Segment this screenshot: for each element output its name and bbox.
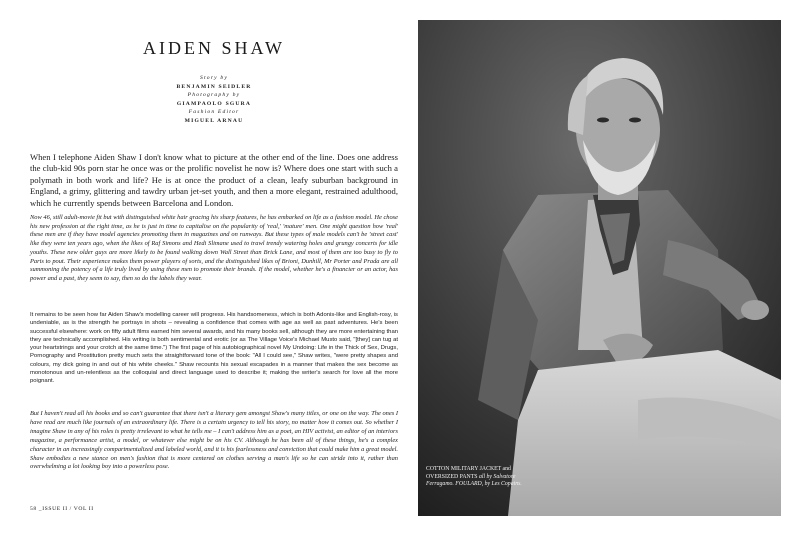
credit-story (30, 74, 398, 91)
credit-name: MIGUEL ARNAU (184, 117, 244, 124)
portrait-photo (418, 20, 781, 516)
italic-paragraph-1: Now 46, still adult-movie fit but with distinguished white hair gracing his sharp features, he has embarked on life as a fashion model. He chose his new profession at the right time, as he is just in time to capitalise on the popularity of 'real,' 'mature' men. One might question how 'real' these men are if they have model agencies promoting them in magazines and on runways. But these types of male models can't be 'street cast' like they were ten years ago, when the likes of Raf Simons and Hedi Slimane used to trawl trendy watering holes and grungy concerts for idle youths. These new older guys are more likely to be found walking down Wall Street than Brick Lane, and most of them are too busy to fly to Paris to pout. Their experience makes them power players of sorts, and the distinguished likes of Brioni, Dunhill, Mr Porter and Prada are all summoning the potency of a life truly lived by using these men to promote their brands. If the model, whether he's a financier or an actor, has power and a past, they seem to say, then so do the labels they wear. (30, 214, 398, 282)
portrait-illustration (418, 20, 781, 516)
credit-label: Fashion Editor (188, 109, 240, 116)
intro-paragraph: When I telephone Aiden Shaw I don't know what to picture at the other end of the line. Does one address the club-kid 90s porn star he once was or the prolific novelist he now is? Where does one start with such a polymath in both work and life? He is at once the product of a clean, leafy suburban background in England, a grimy, glittering and tawdry urban jet-set youth, and then a more elegant, restrained adulthood, which he currently spends between Barcelona and London. (30, 152, 398, 208)
credit-name: BENJAMIN SEIDLER (176, 83, 252, 90)
caption-caps: COTTON MILITARY JACKET and OVERSIZED PANTS (426, 466, 511, 480)
credit-photography (30, 91, 398, 108)
page-folio: 58 _ISSUE II / VOL II (30, 506, 94, 512)
credit-fashion-editor (30, 108, 398, 125)
article-title: AIDEN SHAW (142, 38, 286, 58)
credit-name: GIAMPAOLO SGURA (176, 100, 252, 107)
caption-rest: all by Salvatore Ferragamo. FOULARD, by Les Copains. (426, 473, 522, 488)
left-page (30, 30, 398, 520)
italic-paragraph-2: But I haven't read all his books and so can't guarantee that there isn't a literary gem amongst Shaw's many titles, or one on the way. The ones I have read are much like journals of an extraordinary life. There is a certain urgency to tell his story, no matter how it comes out. So whether I imagine Shaw in any of his roles is pretty irrelevant to what he tells me – I can't address him as a poet, an HIV activist, an editor of an interiors magazine, a performance artist, a model, or whatever else might be on his CV. Although he has been all of these things, he's a complex character in an increasingly compartmentalized and labeled world, and it is his fearlessness and conviction that could make him a great model. Shaw embodies a new stance on men's fashion that is more centered on clothes serving a man's life so he can stride into it, rather than overwhelming a lot looking boy into a powerless pose. (30, 410, 398, 471)
credit-label: Photography by (187, 92, 241, 99)
article-credits (30, 74, 398, 126)
body-paragraph: It remains to be seen how far Aiden Shaw's modelling career will progress. His handsomeness, which is both Adonis-like and English-rosy, is undeniable, as is the strength he portrays in shots – revealing a confidence that comes with age as well as past adventures. He's been successful elsewhere: work on fifty adult films earned him several awards, and his many books sell, although they are more entertaining than they are technically accomplished. His writing is both sentimental and erotic (or as The Village Voice's Michael Musto said, "[they] can tug at your heartstrings and your crotch at the same time.") The first page of his autobiographical novel My Undoing: Life in the Thick of Sex, Drugs, Pornography and Prostitution pretty much sets the straightforward tone of the book: "All I could see," Shaw writes, "were pretty shapes and colours, my dick going in and out of his white cheeks." Shaw recounts his sexual escapades in a manner that makes the sex become as monotonous and un-relentless as the colloquial and direct language used to describe it; making the writer's search for love all the more poignant. (30, 312, 398, 385)
credit-label: Story by (199, 75, 229, 81)
photo-caption (426, 466, 536, 489)
